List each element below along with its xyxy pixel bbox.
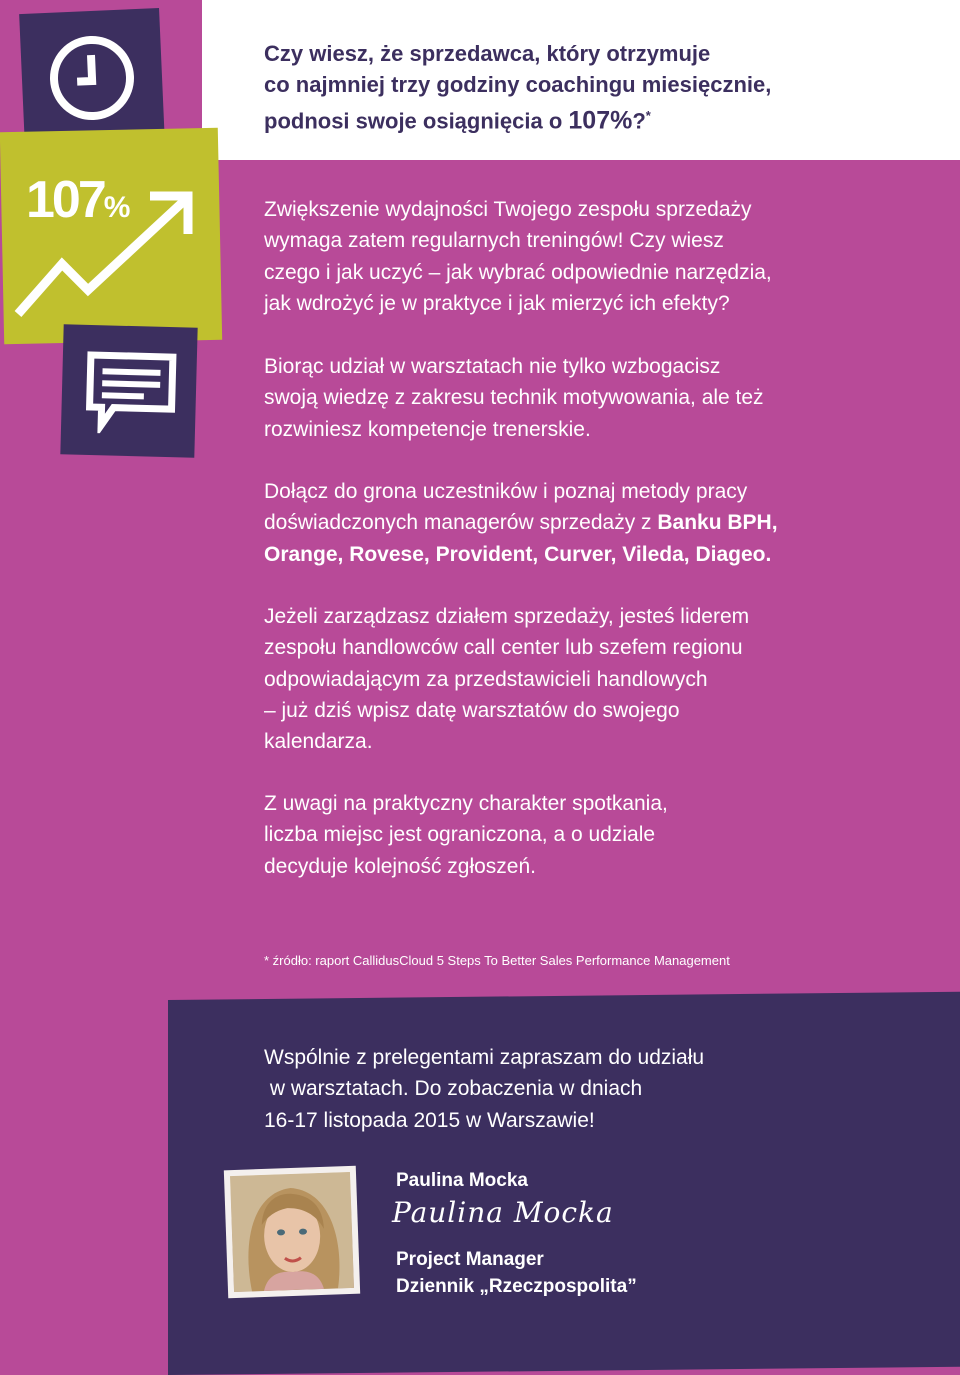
paragraph-line: kalendarza.	[264, 730, 373, 754]
growth-unit: %	[103, 191, 131, 224]
speech-bubble-icon	[83, 349, 179, 435]
paragraph-join	[264, 476, 904, 570]
paragraph-line: zespołu handlowców call center lub szefem regionu	[264, 636, 743, 660]
paragraph-line: Zwiększenie wydajności Twojego zespołu sprzedaży	[264, 198, 752, 221]
paragraph-audience	[264, 601, 904, 757]
source-footnote: * źródło: raport CallidusCloud 5 Steps To Better Sales Performance Management	[264, 953, 730, 968]
invitation-line: 16-17 listopada 2015 w Warszawie!	[264, 1108, 595, 1132]
question-line-3-prefix: podnosi swoje osiągnięcia o	[264, 108, 569, 134]
signatory-role	[396, 1246, 637, 1300]
invitation-line: Wspólnie z prelegentami zapraszam do udziału	[264, 1046, 705, 1069]
company-names: Banku BPH,	[657, 511, 778, 535]
signatory-name: Paulina Mocka	[396, 1170, 528, 1191]
paragraph-line: wymaga zatem regularnych treningów! Czy wiesz	[264, 229, 724, 253]
question-line-1: Czy wiesz, że sprzedawca, który otrzymuje	[264, 41, 711, 66]
portrait-image	[230, 1172, 354, 1292]
paragraph-line	[264, 539, 904, 570]
paragraph-line: swoją wiedzę z zakresu technik motywowania, ale też	[264, 386, 764, 410]
question-percent: 107%	[568, 106, 633, 135]
paragraph-line: Biorąc udział w warsztatach nie tylko wzbogacisz	[264, 355, 721, 378]
paragraph-line: liczba miejsc jest ograniczona, a o udziale	[264, 823, 656, 847]
paragraph-line: rozwiniesz kompetencje trenerskie.	[264, 417, 591, 441]
paragraph-training	[264, 194, 904, 319]
paragraph-line-prefix: doświadczonych managerów sprzedaży z	[264, 511, 658, 535]
paragraph-line: Jeżeli zarządzasz działem sprzedaży, jesteś liderem	[264, 605, 750, 628]
invitation-line: w warsztatach. Do zobaczenia w dniach	[264, 1077, 643, 1101]
invitation-text	[264, 1042, 864, 1136]
handwritten-signature: Paulina Mocka	[392, 1196, 614, 1229]
question-asterisk: *	[645, 108, 651, 123]
question-line-3	[264, 100, 904, 136]
clock-icon	[43, 29, 141, 127]
question-text	[264, 38, 904, 136]
question-mark: ?	[632, 108, 646, 134]
paragraph-line: odpowiadającym za przedstawicieli handlowych	[264, 667, 708, 691]
paragraph-line: Z uwagi na praktyczny charakter spotkania,	[264, 792, 668, 815]
paragraph-workshop	[264, 351, 904, 445]
avatar	[224, 1166, 360, 1299]
paragraph-line: decyduje kolejność zgłoszeń.	[264, 854, 536, 878]
signatory-title: Project Manager	[396, 1249, 544, 1270]
clock-tile	[19, 8, 165, 148]
paragraph-line: czego i jak uczyć – jak wybrać odpowiednie narzędzia,	[264, 260, 772, 284]
growth-number: 107	[26, 171, 104, 229]
paragraph-line: – już dziś wpisz datę warsztatów do swojego	[264, 698, 680, 722]
paragraph-limited-seats	[264, 788, 904, 882]
signatory-organization: Dziennik „Rzeczpospolita”	[396, 1276, 637, 1297]
company-names: Orange, Rovese, Provident, Curver, Vileda, Diageo.	[264, 542, 772, 566]
paragraph-line: Dołącz do grona uczestników i poznaj metody pracy	[264, 480, 748, 503]
trend-arrow-icon	[10, 182, 210, 332]
chat-tile	[60, 324, 197, 457]
paragraph-line	[264, 507, 904, 538]
question-line-2: co najmniej trzy godziny coachingu miesięcznie,	[264, 72, 772, 97]
paragraph-line: jak wdrożyć je w praktyce i jak mierzyć ich efekty?	[264, 291, 730, 315]
